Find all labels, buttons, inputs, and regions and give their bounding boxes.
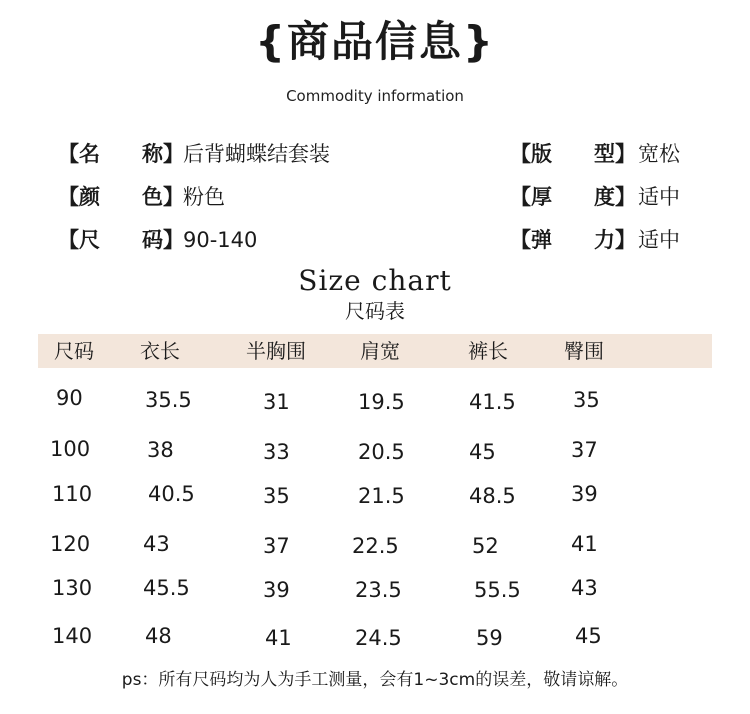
table-cell: 120 (50, 532, 91, 556)
info-color-value: 粉色 (183, 185, 225, 209)
page-subtitle: Commodity information (286, 87, 464, 105)
info-color-label: 【颜 色】 (58, 185, 184, 209)
table-cell: 39 (263, 578, 290, 602)
footnote: ps：所有尺码均为人为手工测量，会有1~3cm的误差，敬请谅解。 (121, 670, 629, 690)
table-cell: 43 (571, 576, 598, 600)
page-title: {商品信息} (255, 17, 495, 66)
table-cell: 41.5 (469, 390, 516, 414)
table-cell: 21.5 (358, 484, 405, 508)
table-cell: 45 (575, 624, 602, 648)
table-cell: 45 (469, 440, 496, 464)
table-cell: 48 (145, 624, 172, 648)
info-size-value: 90-140 (183, 228, 258, 252)
table-cell: 24.5 (355, 626, 402, 650)
table-cell: 45.5 (143, 576, 190, 600)
table-cell: 52 (472, 534, 499, 558)
size-table-header (38, 334, 712, 368)
header-pants: 裤长 (468, 339, 508, 363)
table-cell: 41 (265, 626, 292, 650)
info-elasticity (510, 226, 680, 254)
info-thickness-value: 适中 (638, 185, 680, 209)
table-cell: 22.5 (352, 534, 399, 558)
info-thickness-label: 【厚 度】 (510, 185, 636, 209)
info-elasticity-label: 【弹 力】 (510, 228, 636, 252)
table-cell: 20.5 (358, 440, 405, 464)
table-cell: 35.5 (145, 388, 192, 412)
table-cell: 43 (143, 532, 170, 556)
table-cell: 33 (263, 440, 290, 464)
info-fit (510, 140, 680, 168)
table-cell: 39 (571, 482, 598, 506)
header-shoulder: 肩宽 (360, 339, 400, 363)
table-cell: 31 (263, 390, 290, 414)
table-cell: 19.5 (358, 390, 405, 414)
table-cell: 140 (52, 624, 93, 648)
info-size-label: 【尺 码】 (58, 228, 184, 252)
table-cell: 55.5 (474, 578, 521, 602)
size-chart-subtitle: 尺码表 (345, 299, 405, 323)
table-cell: 100 (50, 437, 91, 461)
table-cell: 110 (52, 482, 93, 506)
table-cell: 35 (263, 484, 290, 508)
table-cell: 37 (571, 438, 598, 462)
header-chest: 半胸围 (246, 339, 306, 363)
table-cell: 59 (476, 626, 503, 650)
table-cell: 23.5 (355, 578, 402, 602)
info-name-label: 【名 称】 (58, 142, 184, 166)
info-elasticity-value: 适中 (638, 228, 680, 252)
info-name-value: 后背蝴蝶结套装 (183, 142, 330, 166)
table-cell: 35 (573, 388, 600, 412)
info-fit-label: 【版 型】 (510, 142, 636, 166)
header-hip: 臀围 (564, 339, 604, 363)
table-cell: 37 (263, 534, 290, 558)
table-cell: 48.5 (469, 484, 516, 508)
info-fit-value: 宽松 (638, 142, 680, 166)
table-cell: 90 (56, 386, 83, 410)
header-length: 衣长 (140, 339, 180, 363)
info-color (58, 183, 225, 211)
header-size: 尺码 (54, 339, 94, 363)
info-name (58, 140, 330, 168)
size-chart-title: Size chart (298, 264, 452, 297)
table-cell: 130 (52, 576, 93, 600)
info-thickness (510, 183, 680, 211)
table-cell: 41 (571, 532, 598, 556)
info-size (58, 226, 257, 254)
table-cell: 38 (147, 438, 174, 462)
table-cell: 40.5 (148, 482, 195, 506)
